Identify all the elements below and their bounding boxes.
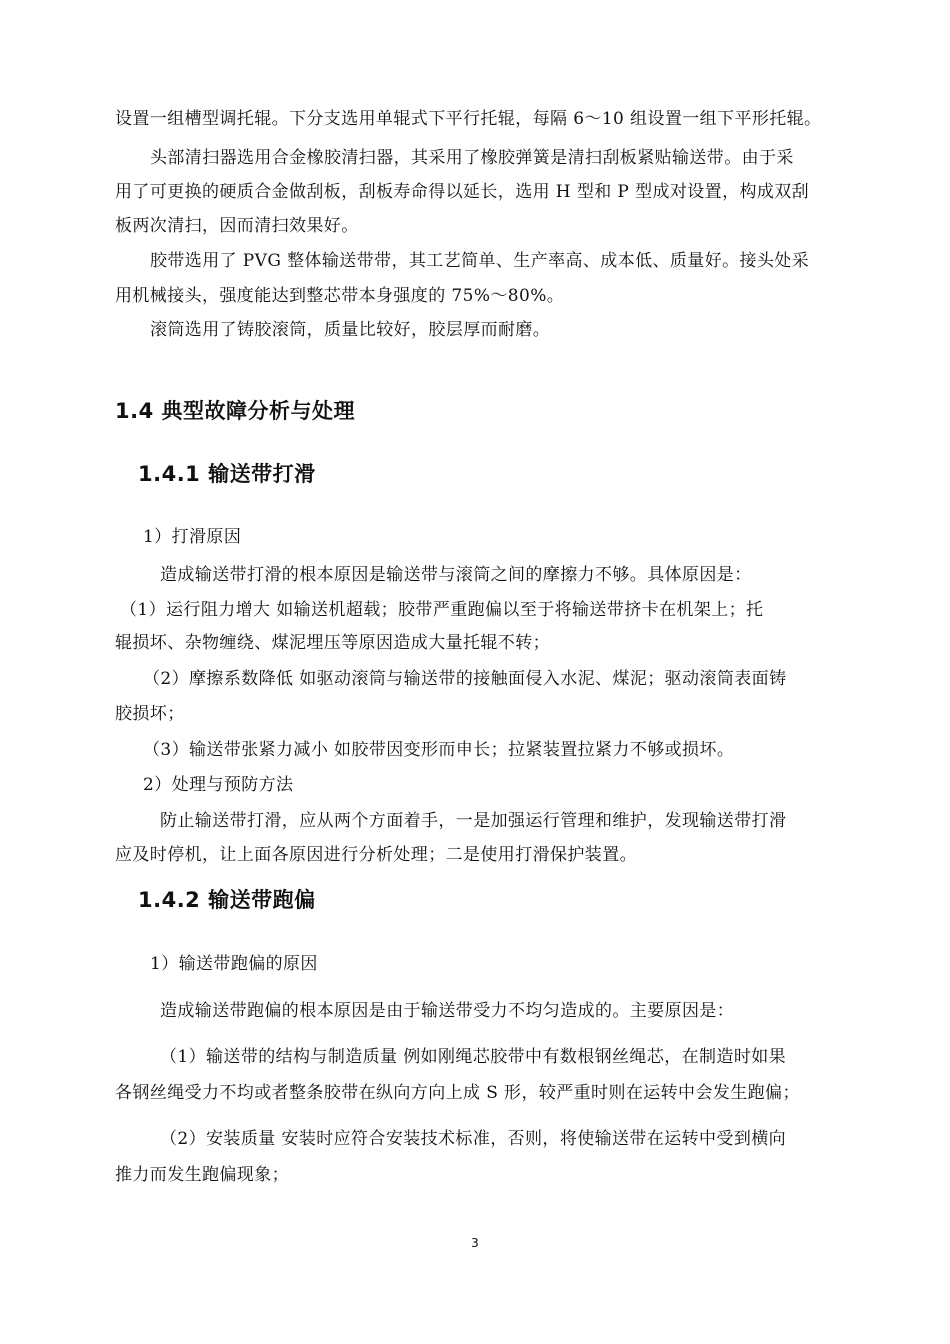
paragraph-line: 滚筒选用了铸胶滚筒，质量比较好，胶层厚而耐磨。 xyxy=(150,320,551,340)
paragraph-line: （1）运行阻力增大 如输送机超载；胶带严重跑偏以至于将输送带挤卡在机架上；托 xyxy=(120,600,764,620)
page-number: 3 xyxy=(471,1236,479,1250)
paragraph-line: 应及时停机，让上面各原因进行分析处理；二是使用打滑保护装置。 xyxy=(115,845,637,865)
subsection-heading: 1.4.1 输送带打滑 xyxy=(138,462,316,486)
paragraph-line: 辊损坏、杂物缠绕、煤泥埋压等原因造成大量托辊不转； xyxy=(115,633,550,653)
paragraph-line: 胶损坏； xyxy=(115,704,185,724)
paragraph-line: （3）输送带张紧力减小 如胶带因变形而申长；拉紧装置拉紧力不够或损坏。 xyxy=(143,740,735,760)
paragraph-line: 板两次清扫，因而清扫效果好。 xyxy=(115,216,359,236)
paragraph-line: （2）摩擦系数降低 如驱动滚筒与输送带的接触面侵入水泥、煤泥；驱动滚筒表面铸 xyxy=(143,669,787,689)
paragraph-line: 2）处理与预防方法 xyxy=(143,775,294,795)
paragraph-line: 各钢丝绳受力不均或者整条胶带在纵向方向上成 S 形，较严重时则在运转中会发生跑偏； xyxy=(115,1083,800,1103)
paragraph-line: 推力而发生跑偏现象； xyxy=(115,1165,289,1185)
paragraph-line: 设置一组槽型调托辊。下分支选用单辊式下平行托辊，每隔 6～10 组设置一组下平形托辊。 xyxy=(115,109,822,129)
paragraph-line: 胶带选用了 PVG 整体输送带带，其工艺简单、生产率高、成本低、质量好。接头处采 xyxy=(150,251,810,271)
paragraph-line: 1）输送带跑偏的原因 xyxy=(150,954,318,974)
paragraph-line: 用了可更换的硬质合金做刮板，刮板寿命得以延长，选用 H 型和 P 型成对设置，构成双刮 xyxy=(115,182,810,202)
paragraph-line: （1）输送带的结构与制造质量 例如刚绳芯胶带中有数根钢丝绳芯，在制造时如果 xyxy=(160,1047,787,1067)
section-heading: 1.4 典型故障分析与处理 xyxy=(115,399,356,423)
paragraph-line: 防止输送带打滑，应从两个方面着手，一是加强运行管理和维护，发现输送带打滑 xyxy=(160,811,787,831)
subsection-heading: 1.4.2 输送带跑偏 xyxy=(138,888,316,912)
paragraph-line: 头部清扫器选用合金橡胶清扫器，其采用了橡胶弹簧是清扫刮板紧贴输送带。由于采 xyxy=(150,148,794,168)
paragraph-line: 造成输送带跑偏的根本原因是由于输送带受力不均匀造成的。主要原因是： xyxy=(160,1001,735,1021)
paragraph-line: （2）安装质量 安装时应符合安装技术标准，否则，将使输送带在运转中受到横向 xyxy=(160,1129,787,1149)
paragraph-line: 造成输送带打滑的根本原因是输送带与滚筒之间的摩擦力不够。具体原因是： xyxy=(160,565,752,585)
paragraph-line: 用机械接头，强度能达到整芯带本身强度的 75%～80%。 xyxy=(115,286,565,306)
paragraph-line: 1）打滑原因 xyxy=(143,527,242,547)
